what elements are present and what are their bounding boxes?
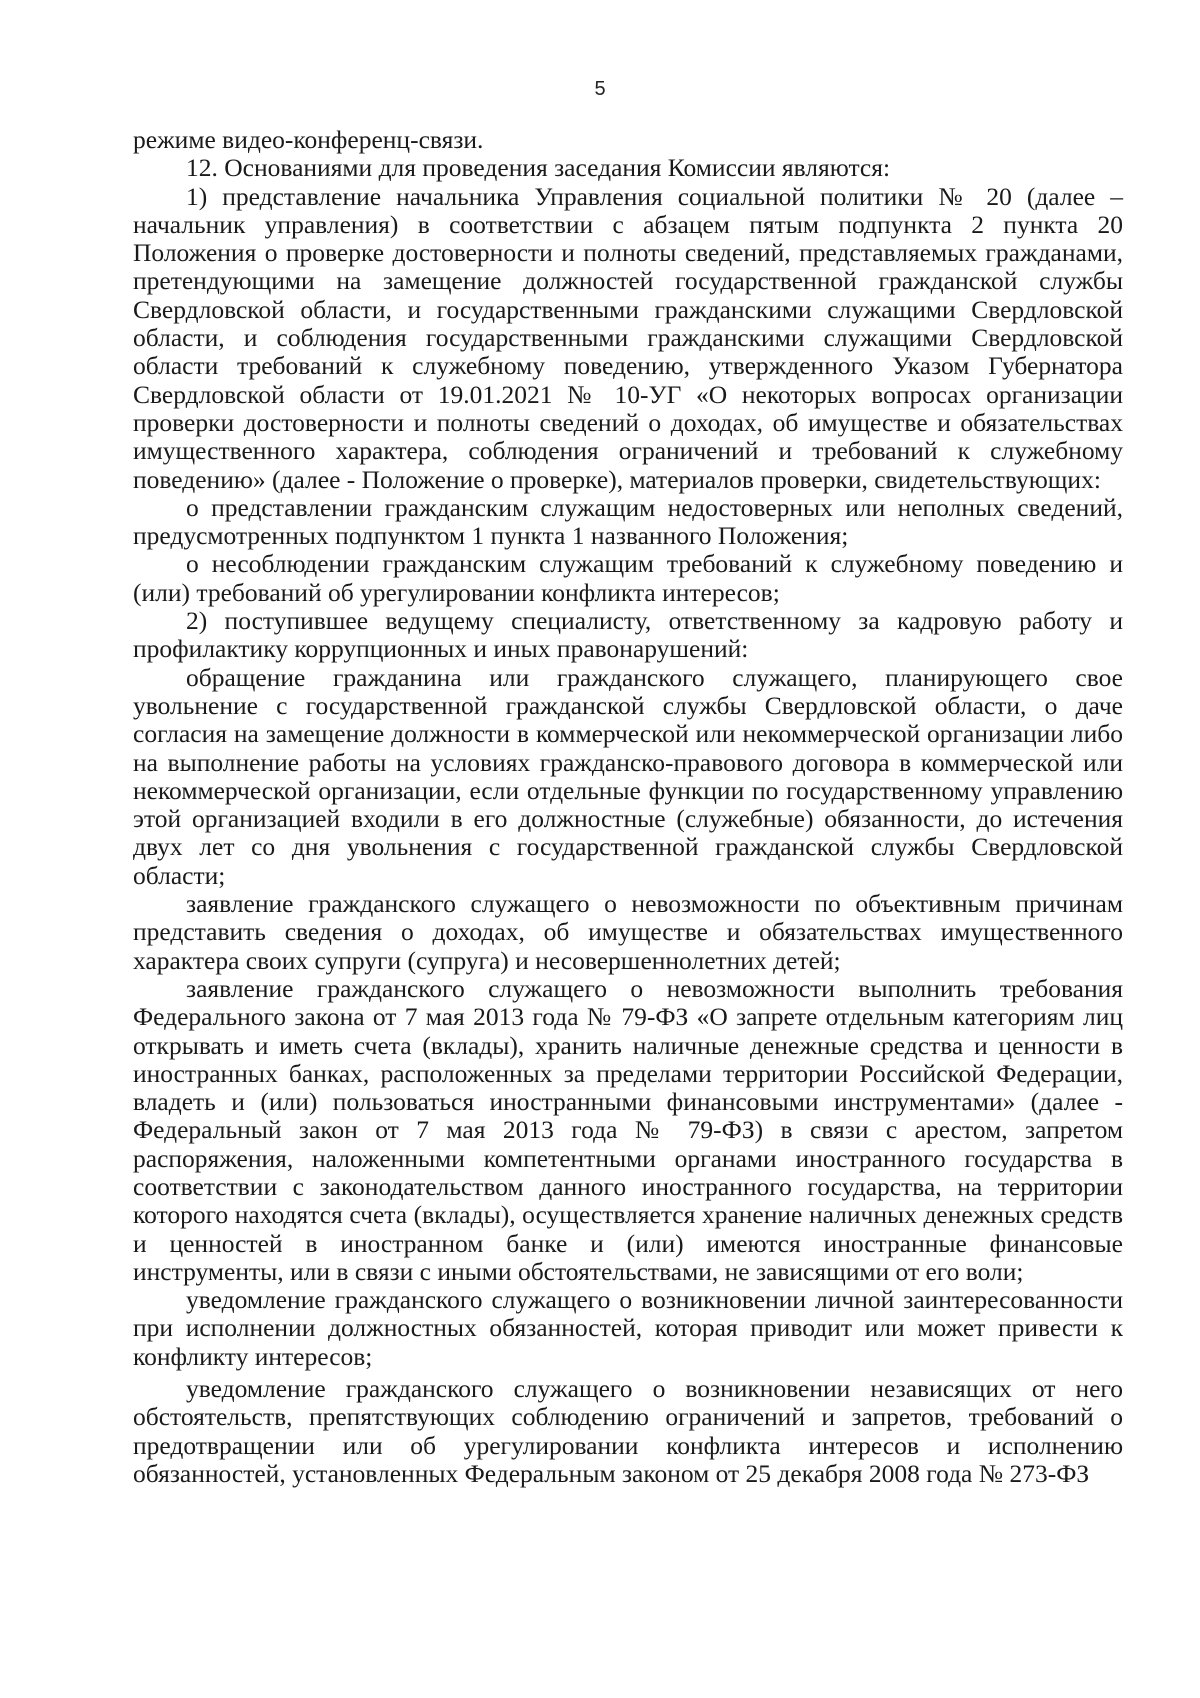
paragraph-statement-foreign-accounts: заявление гражданского служащего о невозможности выполнить требования Федерального закона от 7 мая 2013 года № 79-ФЗ «О запрете отдельным категориям лиц открывать и иметь счета (вклады), хранить наличные денежные средства и ценности в иностранных банках, расположенных за пределами территории Российской Федерации, владеть и (или) пользоваться иностранными финансовыми инструментами» (далее - Федеральный закон от 7 мая 2013 года № 79-ФЗ) в связи с арестом, запретом распоряжения, наложенными компетентными органами иностранного государства в соответствии с законодательством данного иностранного государства, на территории которого находятся счета (вклады), осуществляется хранение наличных денежных средств и ценностей в иностранном банке и (или) имеются иностранные финансовые инструменты, или в связи с иными обстоятельствами, не зависящими от его воли; — [133, 973, 1123, 1286]
paragraph-appeal: обращение гражданина или гражданского служащего, планирующего свое увольнение с государственной гражданской службы Свердловской области, о даче согласия на замещение должности в коммерческой или некоммерческой организации либо на выполнение работы на условиях гражданско-правового договора в коммерческой или некоммерческой организации, если отдельные функции по государственному управлению этой организацией входили в его должностные (служебные) обязанности, до истечения двух лет со дня увольнения с государственной гражданской службы Свердловской области; — [133, 662, 1123, 890]
paragraph-false-info: о представлении гражданским служащим недостоверных или неполных сведений, предусмотренных подпунктом 1 пункта 1 названного Положения; — [133, 492, 1123, 551]
paragraph-notice-circumstances: уведомление гражданского служащего о возникновении независящих от него обстоятельств, препятствующих соблюдению ограничений и запретов, требований о предотвращении или об урегулировании конфликта интересов и исполнению обязанностей, установленных Федеральным законом от 25 декабря 2008 года № 273-ФЗ — [133, 1374, 1123, 1488]
paragraph-item-12: 12. Основаниями для проведения заседания Комиссии являются: — [186, 153, 891, 183]
paragraph-subitem-2: 2) поступившее ведущему специалисту, ответственному за кадровую работу и профилактику коррупционных и иных правонарушений: — [133, 606, 1123, 664]
paragraph-notice-interest: уведомление гражданского служащего о возникновении личной заинтересованности при исполнении должностных обязанностей, которая приводит или может привести к конфликту интересов; — [133, 1285, 1123, 1371]
paragraph-subitem-1: 1) представление начальника Управления социальной политики № 20 (далее – начальник управления) в соответствии с абзацем пятым подпункта 2 пункта 20 Положения о проверке достоверности и полноты сведений, представляемых гражданами, претендующими на замещение должностей государственной гражданской службы Свердловской области, и государственными гражданскими служащими Свердловской области, и соблюдения государственными гражданскими служащими Свердловской области требований к служебному поведению, утвержденного Указом Губернатора Свердловской области от 19.01.2021 № 10-УГ «О некоторых вопросах организации проверки достоверности и полноты сведений о доходах, об имуществе и обязательствах имущественного характера, соблюдения ограничений и требований к служебному поведению» (далее - Положение о проверке), материалов проверки, свидетельствующих: — [133, 181, 1123, 494]
paragraph-continuation: режиме видео-конференц-связи. — [133, 125, 484, 154]
document-body — [133, 126, 1123, 1488]
page-number: 5 — [594, 78, 606, 100]
paragraph-noncompliance: о несоблюдении гражданским служащим требований к служебному поведению и (или) требований об урегулировании конфликта интересов; — [133, 549, 1123, 607]
paragraph-statement-income: заявление гражданского служащего о невозможности по объективным причинам представить сведения о доходах, об имуществе и обязательствах имущественного характера своих супруги (супруга) и несовершеннолетних детей; — [133, 889, 1123, 975]
